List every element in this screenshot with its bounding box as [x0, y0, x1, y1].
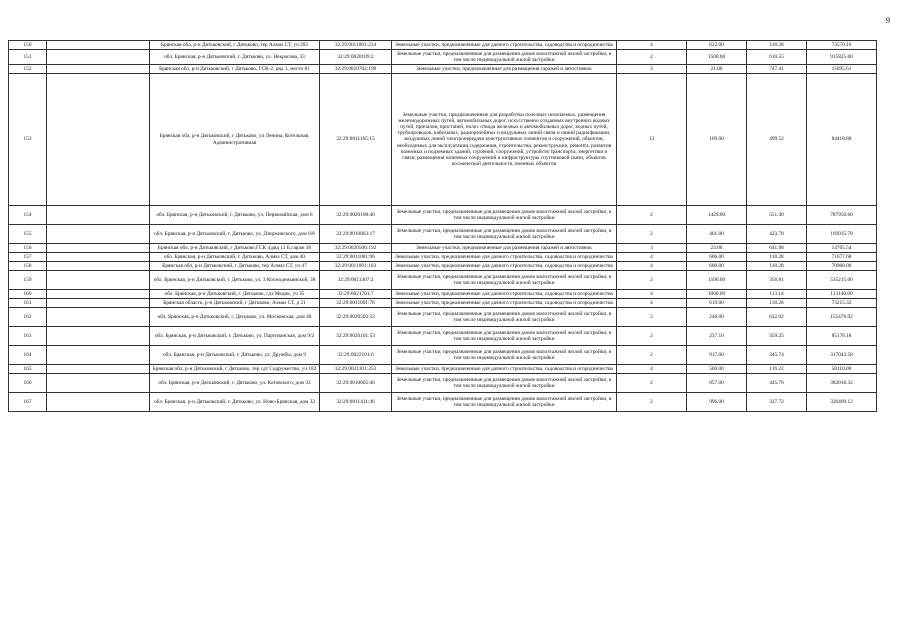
group-cell: 2: [617, 206, 687, 225]
table-row: [9, 41, 877, 50]
cadastral-number-cell: 32:29:0011105:15: [320, 74, 392, 206]
value-cell: 113140.00: [807, 290, 877, 299]
rate-cell: 641.98: [747, 244, 807, 253]
row-number-cell: 153: [9, 74, 47, 206]
table-row: [9, 50, 877, 65]
spacer-cell: [47, 393, 150, 412]
group-cell: 3: [617, 244, 687, 253]
spacer-cell: [47, 327, 150, 346]
value-cell: 73215.32: [807, 299, 877, 308]
group-cell: 2: [617, 50, 687, 65]
spacer-cell: [47, 346, 150, 365]
land-use-cell: Земельные участки, предназначенные для размещения гаражей и автостоянок: [392, 244, 617, 253]
cadastral-number-cell: 32:29:0020109:2: [320, 50, 392, 65]
group-cell: 4: [617, 299, 687, 308]
table-row: [9, 346, 877, 365]
address-cell: обл. Брянская, р-н Дятьковский, г. Дятьково, ул. Московская, дом 40: [150, 308, 320, 327]
address-cell: Брянская обл, р-н Дятьковский, г Дятьково, ГСК-2, ряд 3, место 81: [150, 65, 320, 74]
group-cell: 3: [617, 65, 687, 74]
area-cell: 169.00: [687, 74, 747, 206]
land-use-cell: Земельные участки, предназначенные для размещения домов малоэтажной жилой застройки, в том числе индивидуальной жилой застройки: [392, 374, 617, 393]
value-cell: 155476.92: [807, 308, 877, 327]
cadastral-number-cell: 32:29:0020101:53: [320, 327, 392, 346]
group-cell: 13: [617, 74, 687, 206]
row-number-cell: 159: [9, 271, 47, 290]
cadastral-number-cell: 32:29:0011001:76: [320, 299, 392, 308]
land-use-cell: Земельные участки, предназначенные для размещения домов малоэтажной жилой застройки, в том числе индивидуальной жилой застройки: [392, 346, 617, 365]
land-use-cell: Земельные участки, предназначенные для разработки полезных ископаемых, размещения железнодорожных путей, автомобильных дорог, искусственно созданных внутренних водных путей, причалов, пристаней, полос отвода железных и автомобильных дорог, водных путей, трубопроводов, кабельных, радиорелейных и воздушных линий связи и линий радиофикации, воздушных линий электропередачи конструктивных элементов и сооружений, объектов, необходимых для эксплуатации,содержания, строительства, реконструкции, ремонта, развития наземных и подземных зданий, строений, сооружений, устройств транспорта, энергетики и связи; размещения наземных сооружений и инфраструктуры спутниковой связи, объектов космической деятельности, военных объектов: [392, 74, 617, 206]
area-cell: 1500.00: [687, 50, 747, 65]
land-use-cell: Земельные участки, предназначенные для дачного строительства, садоводства и огородничества: [392, 365, 617, 374]
rate-cell: 551.40: [747, 206, 807, 225]
spacer-cell: [47, 262, 150, 271]
address-cell: обл. Брянская, р-н Дятьковский, г. Дятьково, Алмаз СТ, дом 40: [150, 253, 320, 262]
rate-cell: 327.72: [747, 393, 807, 412]
row-number-cell: 160: [9, 290, 47, 299]
address-cell: обл. Брянская, р-н Дятьковский, г. Дятьково, сдт Медик, уч 35: [150, 290, 320, 299]
rate-cell: 118.28: [747, 262, 807, 271]
value-cell: 71677.68: [807, 253, 877, 262]
cadastral-number-cell: 32:29:0010605:46: [320, 374, 392, 393]
group-cell: 4: [617, 253, 687, 262]
value-cell: 382016.32: [807, 374, 877, 393]
cadastral-number-cell: 32:29:0010803:17: [320, 225, 392, 244]
row-number-cell: 167: [9, 393, 47, 412]
land-use-cell: Земельные участки, предназначенные для размещения домов малоэтажной жилой застройки, в том числе индивидуальной жилой застройки: [392, 327, 617, 346]
area-cell: 246.00: [687, 308, 747, 327]
address-cell: обл. Брянская, р-н Дятьковский, г. Дятьково, ул. Котовского, дом 33: [150, 374, 320, 393]
rate-cell: 118.28: [747, 253, 807, 262]
spacer-cell: [47, 65, 150, 74]
rate-cell: 423.78: [747, 225, 807, 244]
table-row: [9, 65, 877, 74]
value-cell: 58110.00: [807, 365, 877, 374]
table-row: [9, 327, 877, 346]
address-cell: Брянская обл, р-н Дятьковский, г Дятьково, тер Алмаз СТ, уч 202: [150, 41, 320, 50]
rate-cell: 747.41: [747, 65, 807, 74]
address-cell: обл. Брянская, р-н Дятьковский, г. Дятьково, ул. Дзержинского, дом 6/8: [150, 225, 320, 244]
row-number-cell: 158: [9, 262, 47, 271]
row-number-cell: 150: [9, 41, 47, 50]
area-cell: 500.00: [687, 365, 747, 374]
row-number-cell: 152: [9, 65, 47, 74]
land-use-cell: Земельные участки, предназначенные для размещения гаражей и автостоянок: [392, 65, 617, 74]
table-row: [9, 271, 877, 290]
table-row: [9, 74, 877, 206]
address-cell: обл. Брянская, р-н Дятьковский, г. Дятьково, ул. Первомайская, дом 8: [150, 206, 320, 225]
area-cell: 996.00: [687, 393, 747, 412]
cadastral-number-cell: 32:29:0011001:234: [320, 41, 392, 50]
page-number: 9: [886, 16, 890, 25]
value-cell: 326409.12: [807, 393, 877, 412]
table-row: [9, 308, 877, 327]
group-cell: 2: [617, 225, 687, 244]
spacer-cell: [47, 74, 150, 206]
spacer-cell: [47, 253, 150, 262]
land-use-cell: Земельные участки, предназначенные для размещения домов малоэтажной жилой застройки, в том числе индивидуальной жилой застройки: [392, 225, 617, 244]
rate-cell: 116.22: [747, 365, 807, 374]
land-use-cell: Земельные участки, предназначенные для размещения домов малоэтажной жилой застройки, в том числе индивидуальной жилой застройки: [392, 308, 617, 327]
land-use-cell: Земельные участки, предназначенные для размещения домов малоэтажной жилой застройки, в том числе индивидуальной жилой застройки: [392, 206, 617, 225]
spacer-cell: [47, 244, 150, 253]
row-number-cell: 156: [9, 244, 47, 253]
rate-cell: 610.55: [747, 50, 807, 65]
rate-cell: 345.74: [747, 346, 807, 365]
value-cell: 787950.60: [807, 206, 877, 225]
area-cell: 917.00: [687, 346, 747, 365]
group-cell: 2: [617, 308, 687, 327]
address-cell: Брянская область, р-н Дятьковский, г Дятьково, Алмаз СТ, д 21: [150, 299, 320, 308]
row-number-cell: 162: [9, 308, 47, 327]
area-cell: 23.00: [687, 244, 747, 253]
rate-cell: 499.52: [747, 74, 807, 206]
land-cadastral-value-table: [8, 40, 877, 412]
cadastral-number-cell: 32:29:0011001:96: [320, 253, 392, 262]
rate-cell: 632.02: [747, 308, 807, 327]
area-cell: 401.00: [687, 225, 747, 244]
spacer-cell: [47, 374, 150, 393]
land-use-cell: Земельные участки, предназначенные для дачного строительства, садоводства и огородничества: [392, 290, 617, 299]
spacer-cell: [47, 50, 150, 65]
row-number-cell: 165: [9, 365, 47, 374]
area-cell: 622.00: [687, 41, 747, 50]
address-cell: Брянская обл, р-н Дятьковский, г Дятьково, тер Алмаз СТ, уч 47: [150, 262, 320, 271]
cadastral-number-cell: 32:29:0021701:7: [320, 290, 392, 299]
group-cell: 4: [617, 365, 687, 374]
rate-cell: 359.25: [747, 327, 807, 346]
group-cell: 4: [617, 290, 687, 299]
cadastral-number-cell: 32:29:0011407:2: [320, 271, 392, 290]
group-cell: 2: [617, 346, 687, 365]
value-cell: 70968.00: [807, 262, 877, 271]
group-cell: 4: [617, 262, 687, 271]
value-cell: 317043.58: [807, 346, 877, 365]
table-row: [9, 206, 877, 225]
table-row: [9, 262, 877, 271]
table-row: [9, 393, 877, 412]
table-row: [9, 299, 877, 308]
area-cell: 1500.00: [687, 271, 747, 290]
area-cell: 619.00: [687, 299, 747, 308]
value-cell: 15695.61: [807, 65, 877, 74]
row-number-cell: 164: [9, 346, 47, 365]
rate-cell: 118.28: [747, 41, 807, 50]
address-cell: Брянская обл, р-н Дятьковский, г Дятьково, ул Ленина, Котельная, Административная: [150, 74, 320, 206]
address-cell: обл. Брянская, р-н Дятьковский, г. Дятьково, ул. Партизанская, дом 9/2: [150, 327, 320, 346]
row-number-cell: 155: [9, 225, 47, 244]
rate-cell: 118.28: [747, 299, 807, 308]
land-use-cell: Земельные участки, предназначенные для размещения домов малоэтажной жилой застройки, в том числе индивидуальной жилой застройки: [392, 393, 617, 412]
group-cell: 4: [617, 41, 687, 50]
area-cell: 1000.00: [687, 290, 747, 299]
group-cell: 2: [617, 393, 687, 412]
spacer-cell: [47, 271, 150, 290]
cadastral-number-cell: 32:29:0011411:46: [320, 393, 392, 412]
spacer-cell: [47, 290, 150, 299]
table-row: [9, 365, 877, 374]
table-row: [9, 253, 877, 262]
address-cell: обл. Брянская, р-н Дятьковский, г. Дятьково, ул. Некрасова, 33: [150, 50, 320, 65]
cadastral-number-cell: 32:29:0011001:103: [320, 262, 392, 271]
address-cell: обл. Брянская, р-н Дятьковский, г. Дятьково, ул. 3 Космодемьянской, 38: [150, 271, 320, 290]
rate-cell: 113.14: [747, 290, 807, 299]
table-row: [9, 225, 877, 244]
address-cell: обл. Брянская, р-н Дятьковский, г. Дятьково, ул. Ново-Брянская, дом 32: [150, 393, 320, 412]
rate-cell: 445.76: [747, 374, 807, 393]
area-cell: 857.00: [687, 374, 747, 393]
value-cell: 73570.16: [807, 41, 877, 50]
address-cell: обл. Брянская, р-н Дятьковский, г. Дятьково, ул. Дружбы, дом 9: [150, 346, 320, 365]
cadastral-number-cell: 32:29:0020506:192: [320, 244, 392, 253]
table-body: [9, 41, 877, 412]
row-number-cell: 157: [9, 253, 47, 262]
rate-cell: 356.81: [747, 271, 807, 290]
value-cell: 169935.78: [807, 225, 877, 244]
value-cell: 85178.18: [807, 327, 877, 346]
address-cell: Брянская обл, р-н Дятьковский, г Дятьково, тер сдт Содружество, уч 182: [150, 365, 320, 374]
address-cell: Брянская обл, р-н Дятьковский, г Дятьково,ГСК 4,ряд 11 Б,гараж 18: [150, 244, 320, 253]
cadastral-number-cell: 32:29:0022101:6: [320, 346, 392, 365]
area-cell: 21.00: [687, 65, 747, 74]
group-cell: 2: [617, 271, 687, 290]
land-use-cell: Земельные участки, предназначенные для размещения домов малоэтажной жилой застройки, в том числе индивидуальной жилой застройки: [392, 50, 617, 65]
value-cell: 14765.54: [807, 244, 877, 253]
spacer-cell: [47, 41, 150, 50]
spacer-cell: [47, 365, 150, 374]
row-number-cell: 166: [9, 374, 47, 393]
spacer-cell: [47, 308, 150, 327]
cadastral-number-cell: 32:29:0021101:253: [320, 365, 392, 374]
area-cell: 237.10: [687, 327, 747, 346]
row-number-cell: 154: [9, 206, 47, 225]
land-use-cell: Земельные участки, предназначенные для размещения домов малоэтажной жилой застройки, в том числе индивидуальной жилой застройки: [392, 271, 617, 290]
table-row: [9, 244, 877, 253]
value-cell: 915825.00: [807, 50, 877, 65]
area-cell: 606.00: [687, 253, 747, 262]
land-use-cell: Земельные участки, предназначенные для дачного строительства, садоводства и огородничества: [392, 299, 617, 308]
land-use-cell: Земельные участки, предназначенные для дачного строительства, садоводства и огородничества: [392, 262, 617, 271]
land-use-cell: Земельные участки, предназначенные для дачного строительства, садоводства и огородничества: [392, 41, 617, 50]
area-cell: 1429.00: [687, 206, 747, 225]
spacer-cell: [47, 206, 150, 225]
spacer-cell: [47, 299, 150, 308]
spacer-cell: [47, 225, 150, 244]
land-use-cell: Земельные участки, предназначенные для дачного строительства, садоводства и огородничества: [392, 253, 617, 262]
table-row: [9, 290, 877, 299]
value-cell: 84418.88: [807, 74, 877, 206]
area-cell: 600.00: [687, 262, 747, 271]
cadastral-number-cell: 32:29:0010702:199: [320, 65, 392, 74]
group-cell: 2: [617, 374, 687, 393]
row-number-cell: 163: [9, 327, 47, 346]
row-number-cell: 151: [9, 50, 47, 65]
cadastral-number-cell: 32:29:0020502:33: [320, 308, 392, 327]
value-cell: 535215.00: [807, 271, 877, 290]
row-number-cell: 161: [9, 299, 47, 308]
group-cell: 2: [617, 327, 687, 346]
table-row: [9, 374, 877, 393]
cadastral-number-cell: 32:29:0020108:40: [320, 206, 392, 225]
